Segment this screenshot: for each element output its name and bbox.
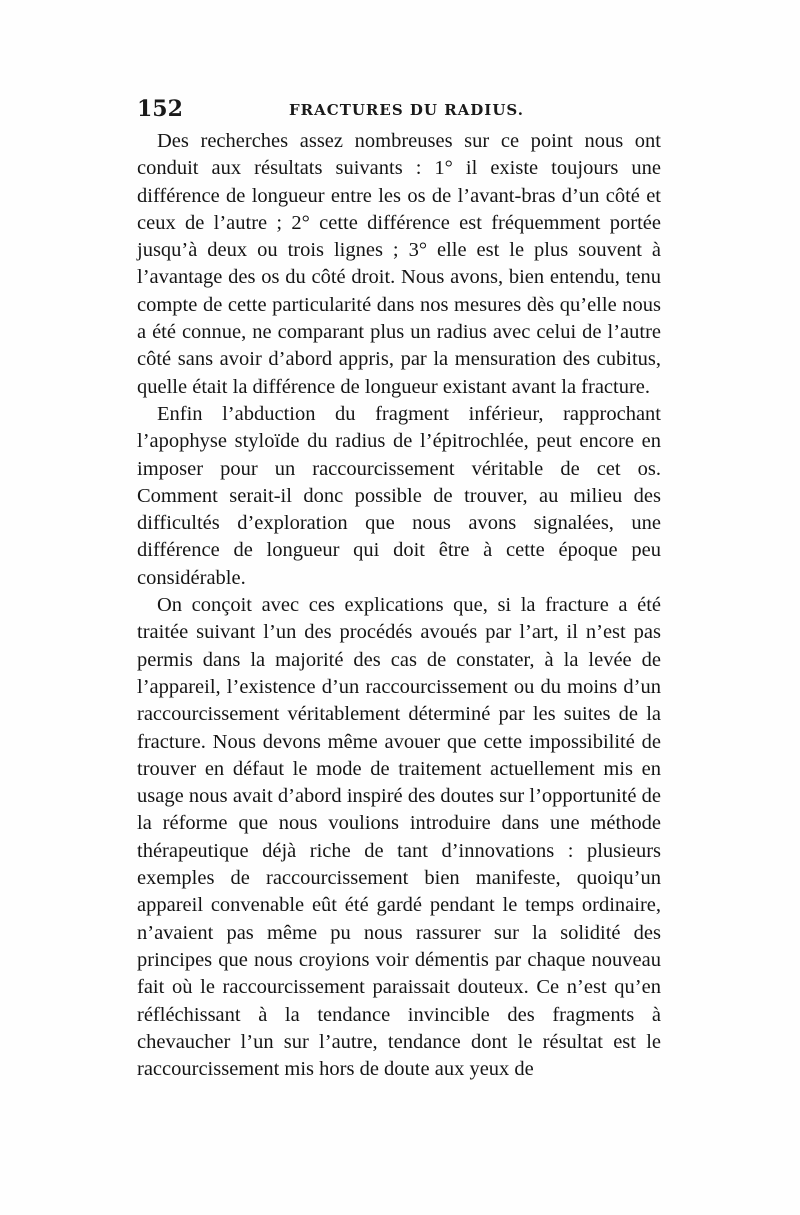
paragraph-2: Enfin l’abduction du fragment inférieur, rapprochant l’apophyse styloïde du radius de l’épitrochlée, peut encore en imposer pour un raccourcissement véritable de cet os. Comment serait-il donc possible de trouver, au milieu des difficultés d’exploration que nous avons signalées, une différence de longueur qui doit être à cette époque peu considérable. <box>137 402 661 589</box>
page-number: 152 <box>137 96 183 122</box>
running-title: FRACTURES DU RADIUS. <box>289 101 524 119</box>
paragraph-3: On conçoit avec ces explications que, si la fracture a été traitée suivant l’un des procédés avoués par l’art, il n’est pas permis dans la majorité des cas de constater, à la levée de l’appareil, l’existence d’un raccourcissement ou du moins d’un raccourcissement véritablement déterminé par les suites de la fracture. Nous devons même avouer que cette impossibilité de trouver en défaut le mode de traitement actuellement mis en usage nous avait d’abord inspiré des doutes sur l’opportunité de la réforme que nous voulions introduire dans une méthode thérapeutique déjà riche de tant d’innovations : plusieurs exemples de raccourcissement bien manifeste, quoiqu’un appareil convenable eût été gardé pendant le temps ordinaire, n’avaient pas même pu nous rassurer sur la solidité des principes que nous croyions voir démentis par chaque nouveau fait où le raccourcissement paraissait douteux. Ce n’est qu’en réfléchissant à la tendance invincible des fragments à chevaucher l’un sur l’autre, tendance dont le résultat est le raccourcissement mis hors de doute aux yeux de <box>137 594 661 1081</box>
page-header <box>137 96 661 126</box>
body-text <box>137 128 661 1083</box>
paragraph-1: Des recherches assez nombreuses sur ce point nous ont conduit aux résultats suivants : 1° il existe toujours une différence de longueur entre les os de l’avant-bras d’un côté et ceux de l’autre ; 2° cette différence est fréquemment portée jusqu’à deux ou trois lignes ; 3° elle est le plus souvent à l’avantage des os du côté droit. Nous avons, bien entendu, tenu compte de cette particularité dans nos mesures dès qu’elle nous a été connue, ne comparant plus un radius avec celui de l’autre côté sans avoir d’abord appris, par la mensuration des cubitus, quelle était la différence de longueur existant avant la fracture. <box>137 130 661 398</box>
